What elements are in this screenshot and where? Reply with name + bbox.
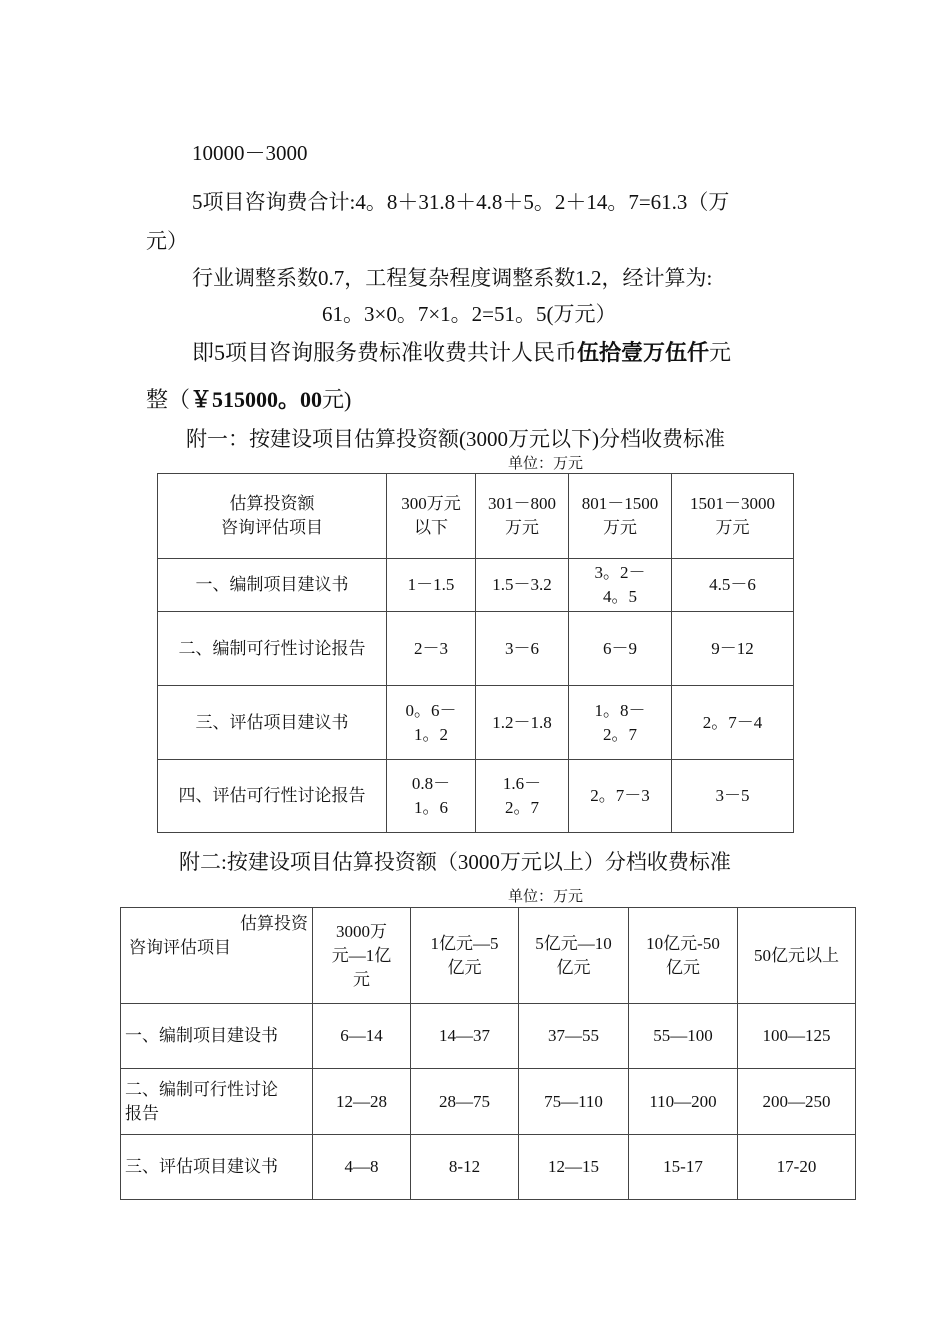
table-row [158, 760, 794, 833]
total-amount-line [192, 336, 731, 367]
fee-total-line-cont: 元） [146, 229, 188, 253]
table-cell: 110—200 [629, 1069, 738, 1135]
table-cell: 6－9 [569, 612, 672, 686]
total-amount-suffix: 元 [709, 340, 732, 365]
table-cell: 37—55 [519, 1004, 629, 1069]
table1-corner-cell [158, 474, 387, 559]
table2-header-cell: 5亿元—10 亿元 [519, 908, 629, 1004]
row-label: 三、评估项目建议书 [121, 1135, 313, 1200]
table-cell: 4—8 [313, 1135, 411, 1200]
table2-header-cell: 1亿元—5 亿元 [411, 908, 519, 1004]
total-amount-cont-prefix: 整（ [146, 387, 191, 412]
table-row [158, 612, 794, 686]
calculation-line: 61。3×0。7×1。2=51。5(万元） [322, 302, 617, 326]
table-cell: 3－6 [476, 612, 569, 686]
table-cell: 55—100 [629, 1004, 738, 1069]
adjustment-line: 行业调整系数0.7，工程复杂程度调整系数1.2，经计算为: [192, 266, 713, 290]
table1-unit: 单位：万元 [508, 456, 584, 472]
table1-corner-top: 估算投资额 [229, 494, 315, 513]
row-label: 四、评估可行性讨论报告 [158, 760, 387, 833]
table1-header-cell: 801－1500 万元 [569, 474, 672, 559]
total-amount-prefix: 即5项目咨询服务费标准收费共计人民币 [192, 340, 578, 365]
row-label: 三、评估项目建议书 [158, 686, 387, 760]
table-row [158, 686, 794, 760]
row-label: 二、编制可行性讨论报告 [158, 612, 387, 686]
table-cell: 15-17 [629, 1135, 738, 1200]
table2-header-cell: 50亿元以上 [738, 908, 856, 1004]
table-cell: 3。2－ 4。5 [569, 559, 672, 612]
formula-line-1: 10000－3000 [192, 141, 308, 165]
table-cell: 4.5－6 [672, 559, 794, 612]
table-cell: 200—250 [738, 1069, 856, 1135]
table-cell: 1。8－ 2。7 [569, 686, 672, 760]
row-label: 一、编制项目建议书 [158, 559, 387, 612]
table-cell: 2。7－3 [569, 760, 672, 833]
table2-caption: 附二:按建设项目估算投资额（3000万元以上）分档收费标准 [179, 850, 731, 874]
table-cell: 2－3 [387, 612, 476, 686]
table1-corner-bottom: 咨询评估项目 [221, 518, 323, 537]
table-cell: 17-20 [738, 1135, 856, 1200]
table-cell: 12—28 [313, 1069, 411, 1135]
table-cell: 0。6－ 1。2 [387, 686, 476, 760]
table2-header-cell: 3000万 元—1亿 元 [313, 908, 411, 1004]
total-amount-cont-suffix: 元) [322, 387, 352, 412]
fee-total-line: 5项目咨询费合计:4。8＋31.8＋4.8＋5。2＋14。7=61.3（万 [192, 190, 730, 214]
table-row [121, 1069, 856, 1135]
fee-table-over-3000 [120, 907, 856, 1200]
row-label: 一、编制项目建设书 [121, 1004, 313, 1069]
table1-header-row [158, 474, 794, 559]
row-label: 二、编制可行性讨论 报告 [121, 1069, 313, 1135]
table-cell: 75—110 [519, 1069, 629, 1135]
table2-corner-bottom: 咨询评估项目 [129, 938, 231, 957]
table1-header-cell: 300万元 以下 [387, 474, 476, 559]
table-cell: 28—75 [411, 1069, 519, 1135]
table-cell: 12—15 [519, 1135, 629, 1200]
table-cell: 1－1.5 [387, 559, 476, 612]
table-cell: 8-12 [411, 1135, 519, 1200]
table-cell: 1.2－1.8 [476, 686, 569, 760]
table-cell: 100—125 [738, 1004, 856, 1069]
table2-header-row [121, 908, 856, 1004]
table-cell: 3－5 [672, 760, 794, 833]
table-cell: 0.8－ 1。6 [387, 760, 476, 833]
table2-unit: 单位：万元 [508, 889, 584, 905]
table-cell: 14—37 [411, 1004, 519, 1069]
table-cell: 2。7－4 [672, 686, 794, 760]
table-cell: 9－12 [672, 612, 794, 686]
table-row [158, 559, 794, 612]
total-amount-line-cont [146, 383, 351, 414]
total-amount-figure: ￥515000。00 [190, 387, 323, 412]
fee-table-under-3000 [157, 473, 794, 833]
table2-corner-top: 估算投资 [240, 914, 308, 933]
table-cell: 6—14 [313, 1004, 411, 1069]
table1-header-cell: 1501－3000 万元 [672, 474, 794, 559]
table-cell: 1.5－3.2 [476, 559, 569, 612]
table1-header-cell: 301－800 万元 [476, 474, 569, 559]
table-row [121, 1135, 856, 1200]
table2-header-cell: 10亿元-50 亿元 [629, 908, 738, 1004]
table1-caption: 附一：按建设项目估算投资额(3000万元以下)分档收费标准 [186, 427, 725, 451]
table-cell: 1.6－ 2。7 [476, 760, 569, 833]
total-amount-words: 伍拾壹万伍仟 [577, 340, 710, 365]
table2-corner-cell [121, 908, 313, 1004]
table-row [121, 1004, 856, 1069]
